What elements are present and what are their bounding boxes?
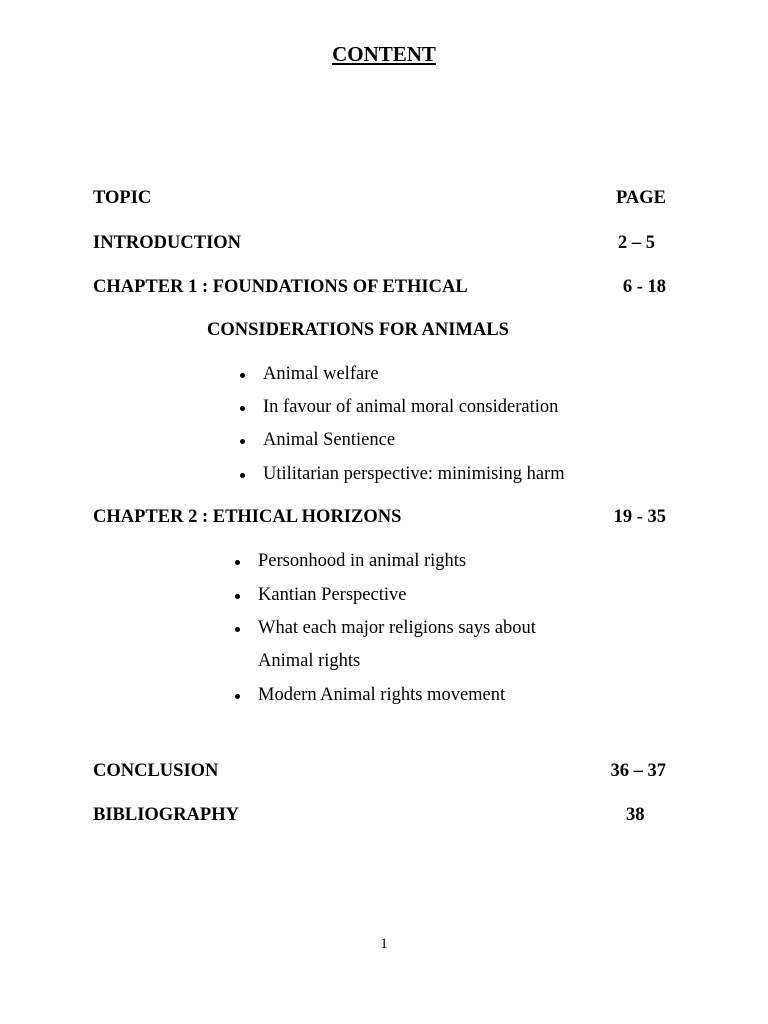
bullet-icon xyxy=(235,694,240,699)
chapter2-label: CHAPTER 2 : ETHICAL HORIZONS xyxy=(93,507,402,527)
chapter1-item: Animal welfare xyxy=(263,364,379,384)
bibliography-label: BIBLIOGRAPHY xyxy=(93,805,239,825)
conclusion-label: CONCLUSION xyxy=(93,761,219,781)
chapter2-item: Modern Animal rights movement xyxy=(258,685,506,705)
chapter1-pages: 6 - 18 xyxy=(622,277,666,297)
chapter1-label-cont: CONSIDERATIONS FOR ANIMALS xyxy=(207,320,509,340)
topic-header: TOPIC xyxy=(93,188,152,208)
page-header: PAGE xyxy=(615,188,666,208)
bullet-icon xyxy=(240,373,245,378)
intro-label: INTRODUCTION xyxy=(93,233,242,253)
intro-pages: 2 – 5 xyxy=(618,233,655,253)
chapter2-item: What each major religions says about xyxy=(258,618,536,638)
bullet-icon xyxy=(235,594,240,599)
bullet-icon xyxy=(240,439,245,444)
chapter2-item: Kantian Perspective xyxy=(258,585,407,605)
bibliography-pages: 38 xyxy=(626,805,645,825)
chapter1-item: Animal Sentience xyxy=(263,430,396,450)
chapter1-item: In favour of animal moral consideration xyxy=(263,397,559,417)
chapter1-item: Utilitarian perspective: minimising harm xyxy=(263,464,565,484)
page-title: CONTENT xyxy=(332,42,436,66)
chapter2-pages: 19 - 35 xyxy=(613,507,666,527)
page-number: 1 xyxy=(380,936,388,952)
chapter2-item-cont: Animal rights xyxy=(258,651,361,671)
conclusion-pages: 36 – 37 xyxy=(610,761,666,781)
bullet-icon xyxy=(235,627,240,632)
bullet-icon xyxy=(240,473,245,478)
chapter1-label: CHAPTER 1 : FOUNDATIONS OF ETHICAL xyxy=(93,277,468,297)
bullet-icon xyxy=(240,406,245,411)
chapter2-item: Personhood in animal rights xyxy=(258,551,467,571)
bullet-icon xyxy=(235,560,240,565)
